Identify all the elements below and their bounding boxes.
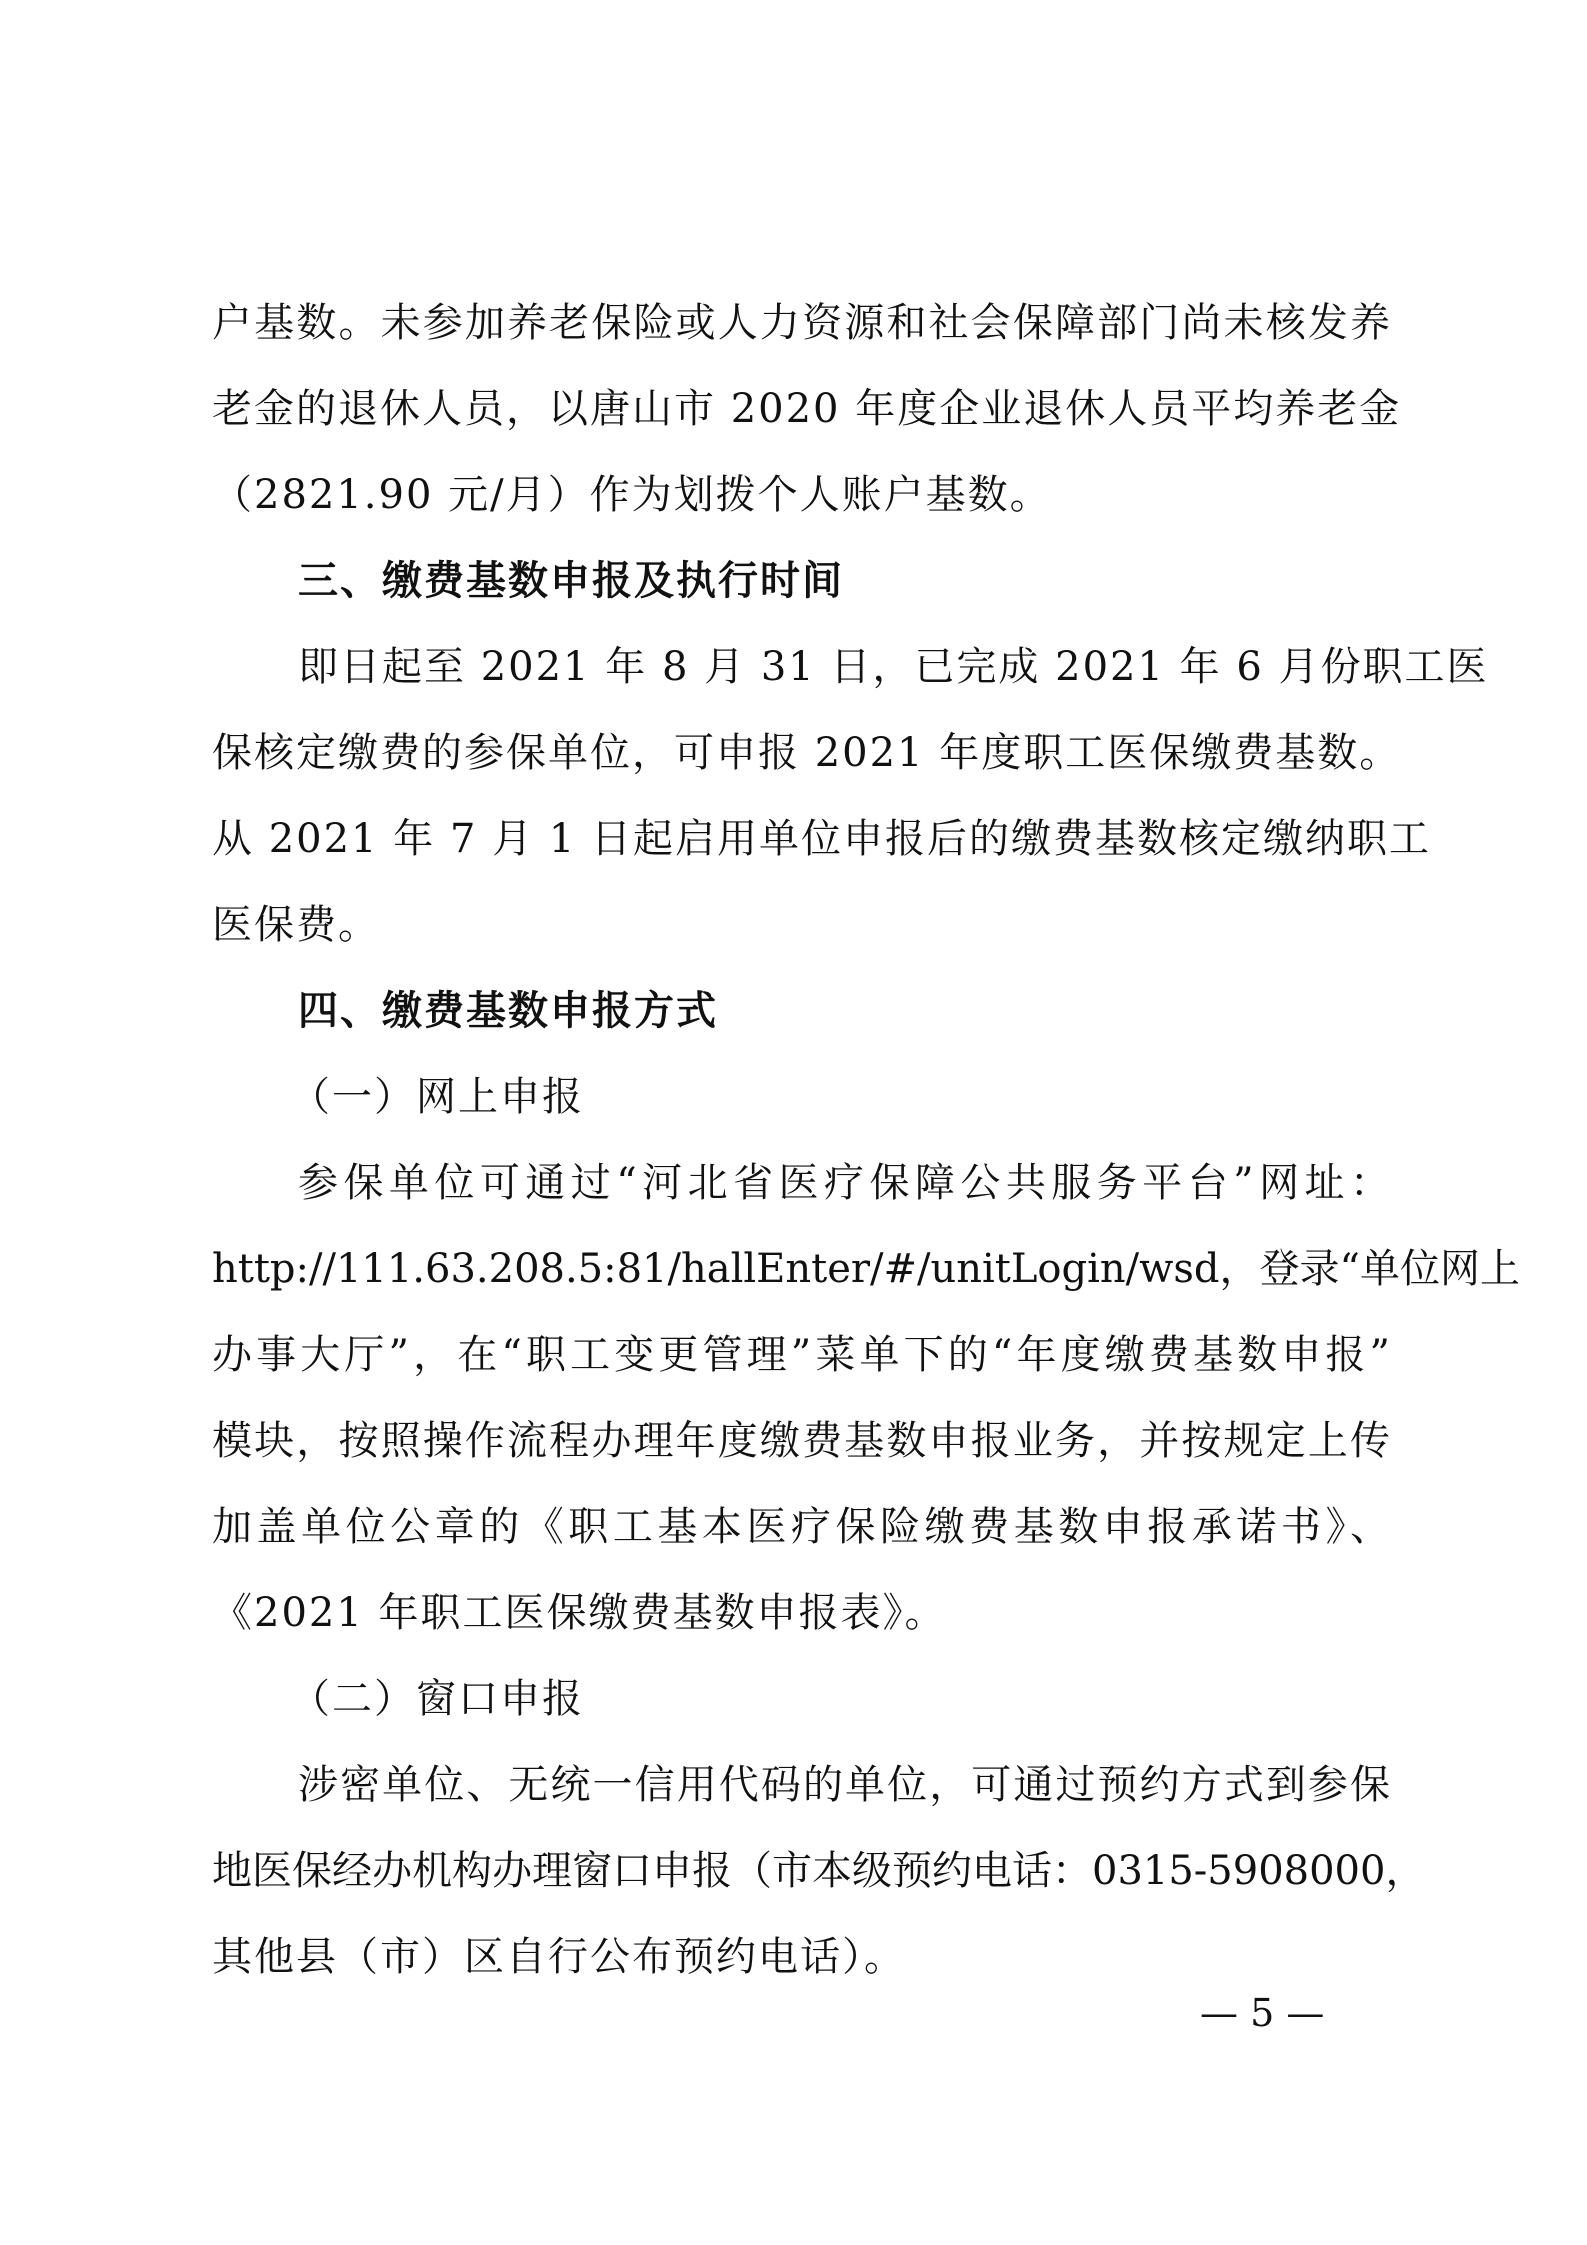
paragraph-line: 老金的退休人员，以唐山市 2020 年度企业退休人员平均养老金 — [212, 386, 1402, 432]
paragraph-line: 涉密单位、无统一信用代码的单位，可通过预约方式到参保 — [298, 1762, 1392, 1808]
section-heading-3: 三、缴费基数申报及执行时间 — [298, 558, 844, 604]
paragraph-line: 办事大厅”，在“职工变更管理”菜单下的“年度缴费基数申报” — [212, 1332, 1392, 1378]
paragraph-line: 即日起至 2021 年 8 月 31 日，已完成 2021 年 6 月份职工医 — [298, 644, 1489, 690]
paragraph-line: 《2021 年职工医保缴费基数申报表》。 — [212, 1590, 947, 1636]
page-number: — 5 — — [1200, 1991, 1325, 2035]
paragraph-line: 地医保经办机构办理窗口申报（市本级预约电话：0315-5908000， — [212, 1848, 1426, 1894]
url-line: http://111.63.208.5:81/hallEnter/#/unitLogin/wsd，登录“单位网上 — [212, 1246, 1520, 1292]
paragraph-line: （2821.90 元/月）作为划拨个人账户基数。 — [212, 472, 1052, 518]
paragraph-line: 从 2021 年 7 月 1 日起启用单位申报后的缴费基数核定缴纳职工 — [212, 816, 1431, 862]
section-heading-4: 四、缴费基数申报方式 — [298, 988, 718, 1034]
subsection-heading-1: （一）网上申报 — [290, 1074, 584, 1120]
paragraph-line: 模块，按照操作流程办理年度缴费基数申报业务，并按规定上传 — [212, 1418, 1392, 1464]
paragraph-line: 户基数。未参加养老保险或人力资源和社会保障部门尚未核发养 — [212, 300, 1392, 346]
subsection-heading-2: （二）窗口申报 — [290, 1676, 584, 1722]
paragraph-line: 加盖单位公章的《职工基本医疗保险缴费基数申报承诺书》、 — [212, 1504, 1392, 1550]
paragraph-line: 医保费。 — [212, 902, 380, 948]
paragraph-line: 保核定缴费的参保单位，可申报 2021 年度职工医保缴费基数。 — [212, 730, 1402, 776]
paragraph-line: 参保单位可通过“河北省医疗保障公共服务平台”网址： — [298, 1160, 1392, 1206]
paragraph-line: 其他县（市）区自行公布预约电话）。 — [212, 1934, 906, 1980]
